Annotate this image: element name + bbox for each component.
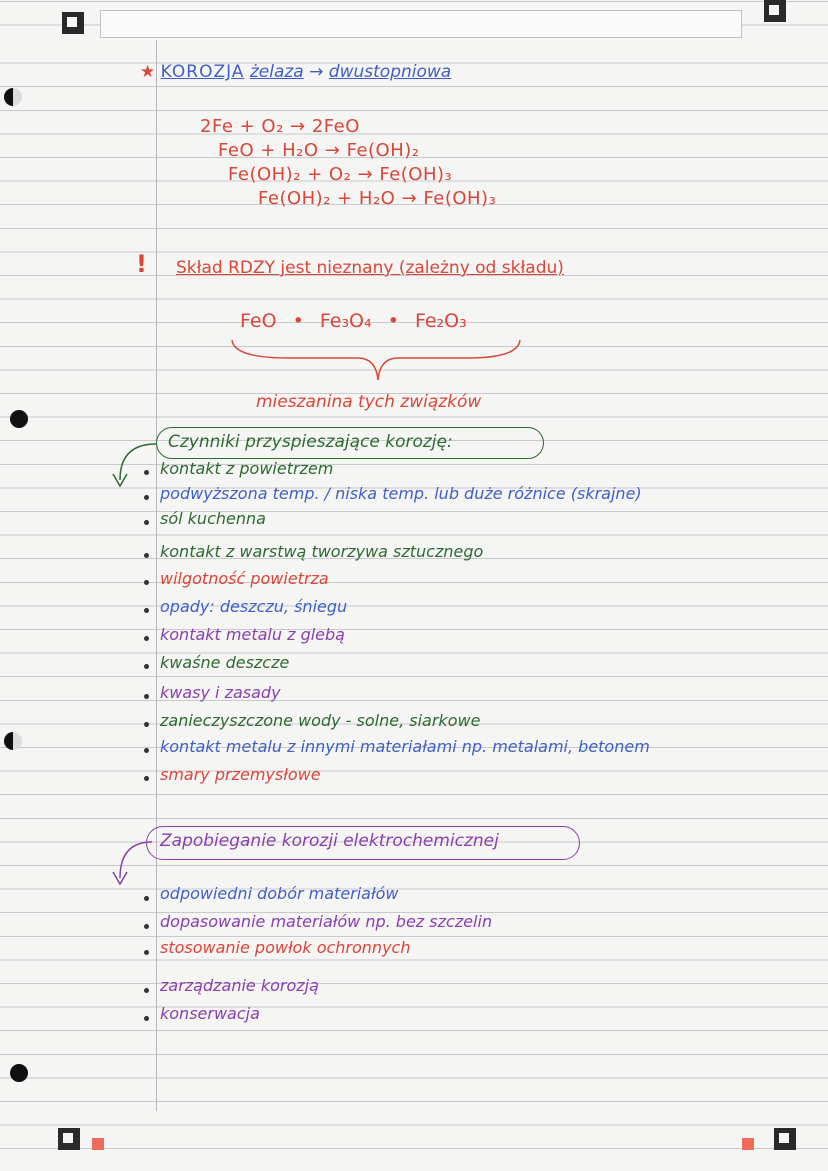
bullet [144, 553, 149, 558]
equation: Fe(OH)₂ + O₂ → Fe(OH)₃ [228, 164, 453, 185]
curly-brace-icon [228, 336, 528, 386]
arrow-down-icon [108, 838, 160, 898]
factors-heading: Czynniki przyspieszające korozję: [168, 432, 453, 452]
bullet [144, 580, 149, 585]
equation: Fe(OH)₂ + H₂O → Fe(OH)₃ [258, 188, 497, 209]
bullet [144, 495, 149, 500]
list-item: wilgotność powietrza [160, 569, 329, 588]
star-icon: ★ [140, 62, 156, 82]
bullet [144, 950, 149, 955]
list-item: zarządzanie korozją [160, 976, 319, 995]
list-item: smary przemysłowe [160, 765, 321, 784]
list-item: sól kuchenna [160, 509, 266, 528]
compound: Fe₂O₃ [414, 310, 467, 332]
header-box [100, 10, 742, 38]
bullet [144, 520, 149, 525]
compounds-line [240, 310, 467, 332]
corner-mark-bottom-left [58, 1128, 80, 1150]
punch-hole [10, 410, 28, 428]
punch-hole [10, 1064, 28, 1082]
bullet [144, 664, 149, 669]
bullet [144, 722, 149, 727]
prevention-heading: Zapobieganie korozji elektrochemicznej [160, 831, 499, 851]
list-item: dopasowanie materiałów np. bez szczelin [160, 912, 493, 931]
list-item: stosowanie powłok ochronnych [160, 938, 411, 957]
red-square-left [92, 1138, 104, 1150]
compound: FeO [240, 310, 277, 332]
bullet [144, 988, 149, 993]
list-item: opady: deszczu, śniegu [160, 597, 348, 616]
list-item: kontakt metalu z glebą [160, 625, 345, 644]
mixture-text: mieszanina tych związków [256, 392, 482, 412]
punch-hole [4, 732, 22, 750]
corner-mark-bottom-right [774, 1128, 796, 1150]
bullet [144, 748, 149, 753]
equation: FeO + H₂O → Fe(OH)₂ [218, 140, 420, 161]
arrow-down-icon [108, 440, 160, 500]
punch-hole [4, 88, 22, 106]
bullet [144, 1016, 149, 1021]
margin-line [156, 40, 157, 1111]
corner-mark-top-left [62, 12, 84, 34]
list-item: kwaśne deszcze [160, 653, 290, 672]
bullet [144, 896, 149, 901]
list-item: konserwacja [160, 1004, 260, 1023]
compound-separator: • [292, 310, 304, 332]
equation: 2Fe + O₂ → 2FeO [200, 116, 360, 137]
compound: Fe₃O₄ [319, 310, 372, 332]
corner-mark-top-right [764, 0, 786, 22]
bullet [144, 608, 149, 613]
title-topic: KOROZJA [160, 62, 245, 82]
list-item: zanieczyszczone wody - solne, siarkowe [160, 711, 481, 730]
compound-separator: • [387, 310, 399, 332]
list-item: kontakt z powietrzem [160, 459, 334, 478]
bullet [144, 776, 149, 781]
list-item: kontakt metalu z innymi materiałami np. metalami, betonem [160, 737, 650, 756]
list-item: kontakt z warstwą tworzywa sztucznego [160, 542, 484, 561]
title-note: dwustopniowa [328, 62, 452, 82]
red-square-right [742, 1138, 754, 1150]
bullet [144, 470, 149, 475]
arrow-icon: → [309, 62, 324, 82]
warning-mark-icon: ! [136, 250, 147, 278]
page-title [140, 62, 451, 82]
list-item: odpowiedni dobór materiałów [160, 884, 399, 903]
rust-note-text: Skład RDZY jest nieznany (zależny od składu) [176, 258, 564, 278]
list-item: podwyższona temp. / niska temp. lub duże różnice (skrajne) [160, 484, 642, 503]
bullet [144, 636, 149, 641]
title-word: żelaza [249, 62, 304, 82]
list-item: kwasy i zasady [160, 683, 281, 702]
bullet [144, 924, 149, 929]
bullet [144, 694, 149, 699]
